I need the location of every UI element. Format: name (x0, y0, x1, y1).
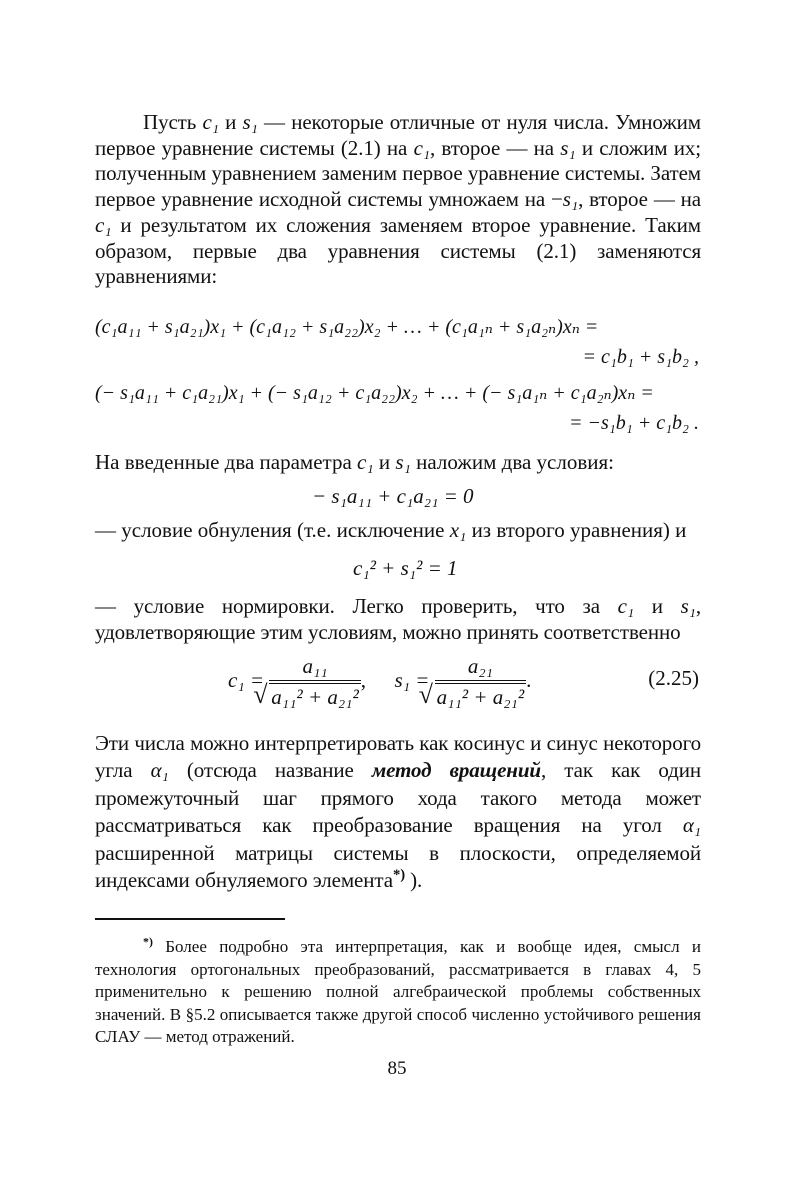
text-run: наложим два условия: (410, 450, 614, 474)
fraction-numerator: a₂₁ (435, 654, 526, 681)
symbol-s1: s₁ (395, 450, 411, 474)
equation-2-line-1: (− s₁a₁₁ + c₁a₂₁)x₁ + (− s₁a₁₂ + c₁a₂₂)x₂ + … + (− s₁a₁ₙ + c₁a₂ₙ)xₙ = (95, 382, 654, 404)
fraction-denominator (435, 681, 526, 710)
equation-end-period: . (526, 667, 532, 692)
footnote (95, 936, 701, 1049)
text-run: ). (405, 868, 423, 893)
fraction-numerator: a₁₁ (269, 654, 360, 681)
text-run: и (218, 110, 243, 134)
symbol-s1: s₁ (560, 135, 576, 160)
fraction-s1 (435, 654, 526, 710)
text-run: и результатом их сложения заменяем второе уравнение. Таким образом, первые два уравнения системы (2.1) заменяются уравнениями: (95, 212, 701, 289)
symbol-s1: s₁ (562, 187, 579, 212)
symbol-alpha1: α₁ (682, 813, 701, 838)
sqrt-expression: √ a₁₁² + a₂₁² (435, 683, 526, 710)
text-run: , удовлетворяющие этим условиям, можно принять соответственно (95, 594, 701, 644)
symbol-c1: c₁ (95, 212, 112, 237)
text-run: , так как один промежуточный шаг прямого хода такого метода может рассматриваться как преобразование вращения на угол (95, 758, 701, 838)
paragraph-conditions (95, 450, 614, 475)
equation-normalization: c₁² + s₁² = 1 (353, 556, 458, 580)
symbol-c1: c₁ (202, 110, 219, 134)
equation-2-25 (228, 654, 531, 710)
text-run: — некоторые отличные от нуля числа. Умножим первое уравнение системы (2.1) на (95, 110, 701, 160)
text-run: из второго уравнения) и (466, 518, 687, 542)
symbol-s1: s₁ (242, 110, 258, 134)
symbol-s1: s₁ (680, 594, 696, 618)
text-run: расширенной матрицы системы в плоскости, определяемой индексами обнуляемого элемента (95, 840, 701, 893)
symbol-x1: x₁ (449, 518, 467, 542)
equation-2-line-2: = −s₁b₁ + c₁b₂ . (569, 412, 699, 434)
fraction-c1 (269, 654, 360, 710)
symbol-c1: c₁ (357, 450, 374, 474)
equation-1-line-2: = c₁b₁ + s₁b₂ , (582, 346, 699, 368)
paragraph-zeroing-condition (95, 518, 701, 543)
equation-1-line-1: (c₁a₁₁ + s₁a₂₁)x₁ + (c₁a₁₂ + s₁a₂₂)x₂ + … + (c₁a₁ₙ + s₁a₂ₙ)xₙ = (95, 316, 599, 338)
footnote-divider (95, 918, 285, 920)
fraction-denominator (269, 681, 360, 710)
text-run: и (373, 450, 396, 474)
footnote-text: Более подробно эта интерпретация, как и вообще идея, смысл и технология ортогональных преобразований, рассматривается в главах 4, 5 применительно к решению полной алгебраической проблемы собственных значений. В §5.2 описывается также другой способ численно устойчивого решения СЛАУ — метод отражений. (95, 937, 701, 1046)
text-run: , второе — на (429, 135, 561, 160)
equation-zeroing: − s₁a₁₁ + c₁a₂₁ = 0 (312, 484, 474, 508)
text-run: , второе — на (578, 187, 701, 212)
paragraph-intro (95, 110, 701, 290)
text-run: (отсюда название (168, 758, 372, 783)
equation-number: (2.25) (648, 666, 699, 690)
equation-lhs-s1: s₁ = (394, 667, 430, 692)
sqrt-expression: √ a₁₁² + a₂₁² (269, 683, 360, 710)
symbol-alpha1: α₁ (150, 758, 169, 783)
text-run: и сложим их; полученным уравнением заменим первое уравнение системы. Затем первое уравнение исходной системы умножаем на − (95, 135, 701, 212)
term-rotation-method: метод вращений (371, 758, 542, 783)
paragraph-rotation-method (95, 730, 701, 894)
footnote-marker: *) (143, 934, 153, 949)
paragraph-normalization-condition (95, 594, 701, 645)
text-run: Эти числа можно интерпретировать как косинус и синус некоторого угла (95, 731, 701, 783)
symbol-c1: c₁ (413, 135, 430, 160)
symbol-c1: c₁ (617, 594, 635, 618)
text-run: Пусть (143, 110, 203, 134)
text-run: На введенные два параметра (95, 450, 358, 474)
text-run: — условие нормировки. Легко проверить, что за (95, 594, 618, 618)
equation-lhs-c1: c₁ = (228, 667, 265, 692)
text-run: — условие обнуления (т.е. исключение (95, 518, 450, 542)
page-number: 85 (387, 1058, 407, 1079)
footnote-reference[interactable]: *) (392, 867, 406, 884)
text-run: и (634, 594, 681, 618)
equation-separator: , (360, 667, 367, 692)
